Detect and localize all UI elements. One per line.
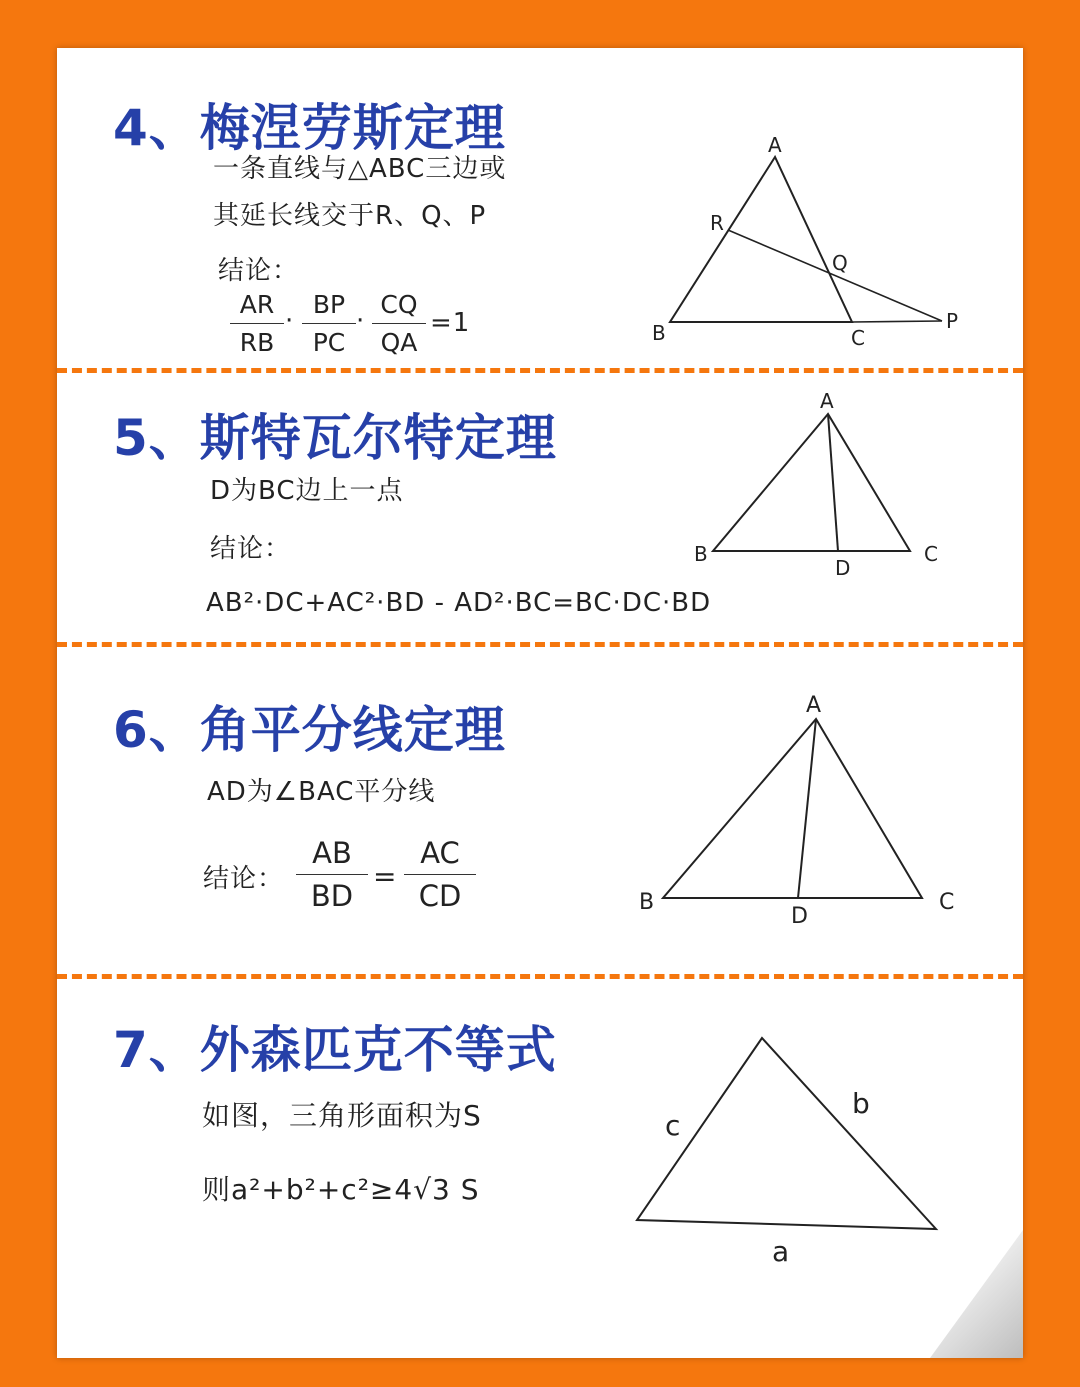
fraction-denominator: BD [310, 879, 354, 913]
section-6-conclusion-label: 结论： [203, 864, 285, 894]
fraction-ac-cd [404, 836, 476, 913]
vertex-label-a: A [806, 693, 822, 718]
triangle-abc [663, 719, 922, 898]
equals-sign: = [373, 860, 398, 893]
menelaus-diagram [640, 130, 980, 355]
equals-one: =1 [430, 308, 471, 338]
transversal-line [728, 230, 942, 321]
section-7-line1: 如图，三角形面积为S [202, 1099, 482, 1132]
fraction-numerator: AB [296, 836, 368, 875]
side-label-b: b [852, 1087, 870, 1120]
section-4-line1: 一条直线与△ABC三边或 [213, 154, 507, 184]
fraction-cq-qa [372, 290, 426, 357]
point-label-p: P [946, 309, 959, 333]
vertex-label-a: A [768, 133, 782, 157]
vertex-label-b: B [652, 321, 666, 345]
multiply-dot: · [285, 306, 295, 336]
fraction-numerator: CQ [372, 290, 426, 324]
multiply-dot: · [356, 306, 366, 336]
fraction-numerator: AC [404, 836, 476, 875]
point-label-q: Q [832, 251, 848, 275]
section-6-line1: AD为∠BAC平分线 [207, 777, 436, 807]
side-label-c: c [665, 1109, 681, 1142]
vertex-label-c: C [851, 326, 865, 350]
fraction-denominator: PC [312, 328, 346, 357]
weitzenbock-diagram [620, 1025, 960, 1275]
fraction-denominator: QA [380, 328, 418, 357]
section-4-conclusion-label: 结论： [218, 256, 300, 286]
fraction-denominator: CD [418, 879, 462, 913]
point-label-r: R [710, 211, 724, 235]
fraction-ab-bd [296, 836, 368, 913]
section-divider [57, 642, 1023, 647]
fraction-denominator: RB [239, 328, 275, 357]
vertex-label-b: B [694, 542, 708, 566]
triangle-abc [637, 1038, 936, 1229]
bc-extension [852, 321, 942, 322]
point-label-d: D [835, 556, 851, 580]
point-label-d: D [791, 904, 808, 929]
triangle-abc [670, 157, 852, 322]
fraction-bp-pc [302, 290, 356, 357]
section-6-title: 6、角平分线定理 [113, 701, 506, 759]
section-divider [57, 368, 1023, 373]
fraction-ar-rb [230, 290, 284, 357]
section-4-line2: 其延长线交于R、Q、P [213, 201, 487, 231]
stewart-formula: AB²·DC+AC²·BD - AD²·BC=BC·DC·BD [206, 588, 712, 618]
vertex-label-c: C [939, 890, 955, 915]
section-5-title: 5、斯特瓦尔特定理 [113, 409, 557, 467]
section-7-title: 7、外森匹克不等式 [113, 1021, 557, 1079]
fraction-numerator: AR [230, 290, 284, 324]
section-4-title: 4、梅涅劳斯定理 [113, 99, 506, 157]
bisector-ad [798, 719, 816, 898]
stewart-diagram [680, 385, 960, 585]
section-5-line1: D为BC边上一点 [210, 476, 404, 506]
angle-bisector-diagram [630, 685, 970, 935]
triangle-abc [713, 414, 910, 551]
section-5-conclusion-label: 结论： [210, 534, 292, 564]
section-divider [57, 974, 1023, 979]
vertex-label-b: B [639, 890, 655, 915]
weitzenbock-formula: 则a²+b²+c²≥4√3 S [202, 1173, 480, 1206]
side-label-a: a [772, 1235, 790, 1268]
vertex-label-c: C [924, 542, 938, 566]
fraction-numerator: BP [302, 290, 356, 324]
cevian-ad [828, 414, 838, 551]
vertex-label-a: A [820, 389, 834, 413]
